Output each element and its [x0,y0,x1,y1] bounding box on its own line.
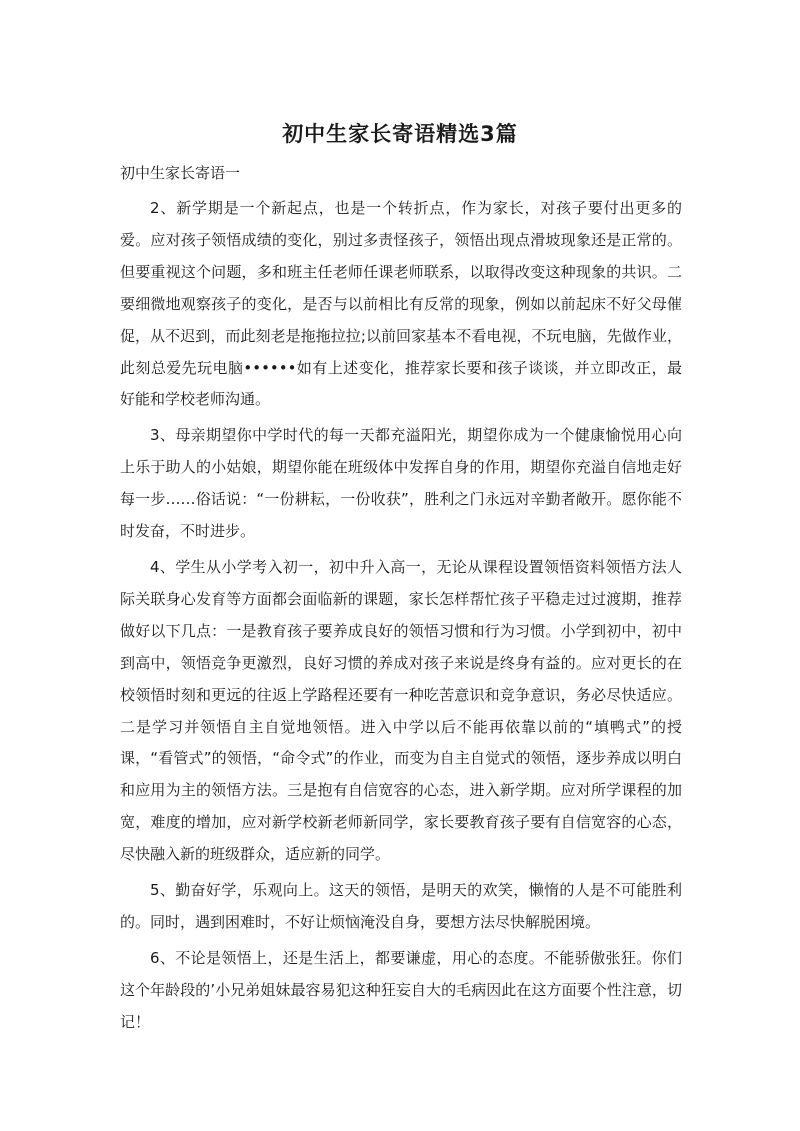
document-title: 初中生家长寄语精选3篇 [282,122,518,146]
document-body [120,193,682,1043]
paragraph-5: 5、勤奋好学，乐观向上。这天的领悟，是明天的欢笑，懒惰的人是不可能胜利的。同时，遇到困难时，不好让烦恼淹没自身，要想方法尽快解脱困境。 [120,881,682,931]
paragraph-3: 3、母亲期望你中学时代的每一天都充溢阳光，期望你成为一个健康愉悦用心向上乐于助人的小姑娘，期望你能在班级体中发挥自身的作用，期望你充溢自信地走好每一步……俗话说：“一份耕耘，一份收获”，胜利之门永远对辛勤者敞开。愿你能不时发奋，不时进步。 [120,426,682,541]
paragraph-4: 4、学生从小学考入初一，初中升入高一，无论从课程设置领悟资料领悟方法人际关联身心发育等方面都会面临新的课题，家长怎样帮忙孩子平稳走过过渡期，推荐做好以下几点：一是教育孩子要养成良好的领悟习惯和行为习惯。小学到初中，初中到高中，领悟竞争更激烈，良好习惯的养成对孩子来说是终身有益的。应对更长的在校领悟时刻和更远的往返上学路程还要有一种吃苦意识和竞争意识，务必尽快适应。二是学习并领悟自主自觉地领悟。进入中学以后不能再依靠以前的“填鸭式”的授课，“看管式”的领悟，“命令式”的作业，而变为自主自觉式的领悟，逐步养成以明白和应用为主的领悟方法。三是抱有自信宽容的心态，进入新学期。应对所学课程的加宽，难度的增加，应对新学校新老师新同学，家长要教育孩子要有自信宽容的心态，尽快融入新的班级群众，适应新的同学。 [120,557,682,864]
section-heading: 初中生家长寄语一 [120,164,241,182]
paragraph-6: 6、不论是领悟上，还是生活上，都要谦虚，用心的态度。不能骄傲张狂。你们这个年龄段的’小兄弟姐妹最容易犯这种狂妄自大的毛病因此在这方面要个性注意，切记！ [120,948,682,1031]
paragraph-2: 2、新学期是一个新起点，也是一个转折点，作为家长，对孩子要付出更多的爱。应对孩子领悟成绩的变化，别过多责怪孩子，领悟出现点滑坡现象还是正常的。但要重视这个问题，多和班主任老师任课老师联系，以取得改变这种现象的共识。二要细微地观察孩子的变化，是否与以前相比有反常的现象，例如以前起床不好父母催促，从不迟到，而此刻老是拖拖拉拉;以前回家基本不看电视，不玩电脑，先做作业，此刻总爱先玩电脑••••••如有上述变化，推荐家长要和孩子谈谈，并立即改正，最好能和学校老师沟通。 [120,199,682,409]
